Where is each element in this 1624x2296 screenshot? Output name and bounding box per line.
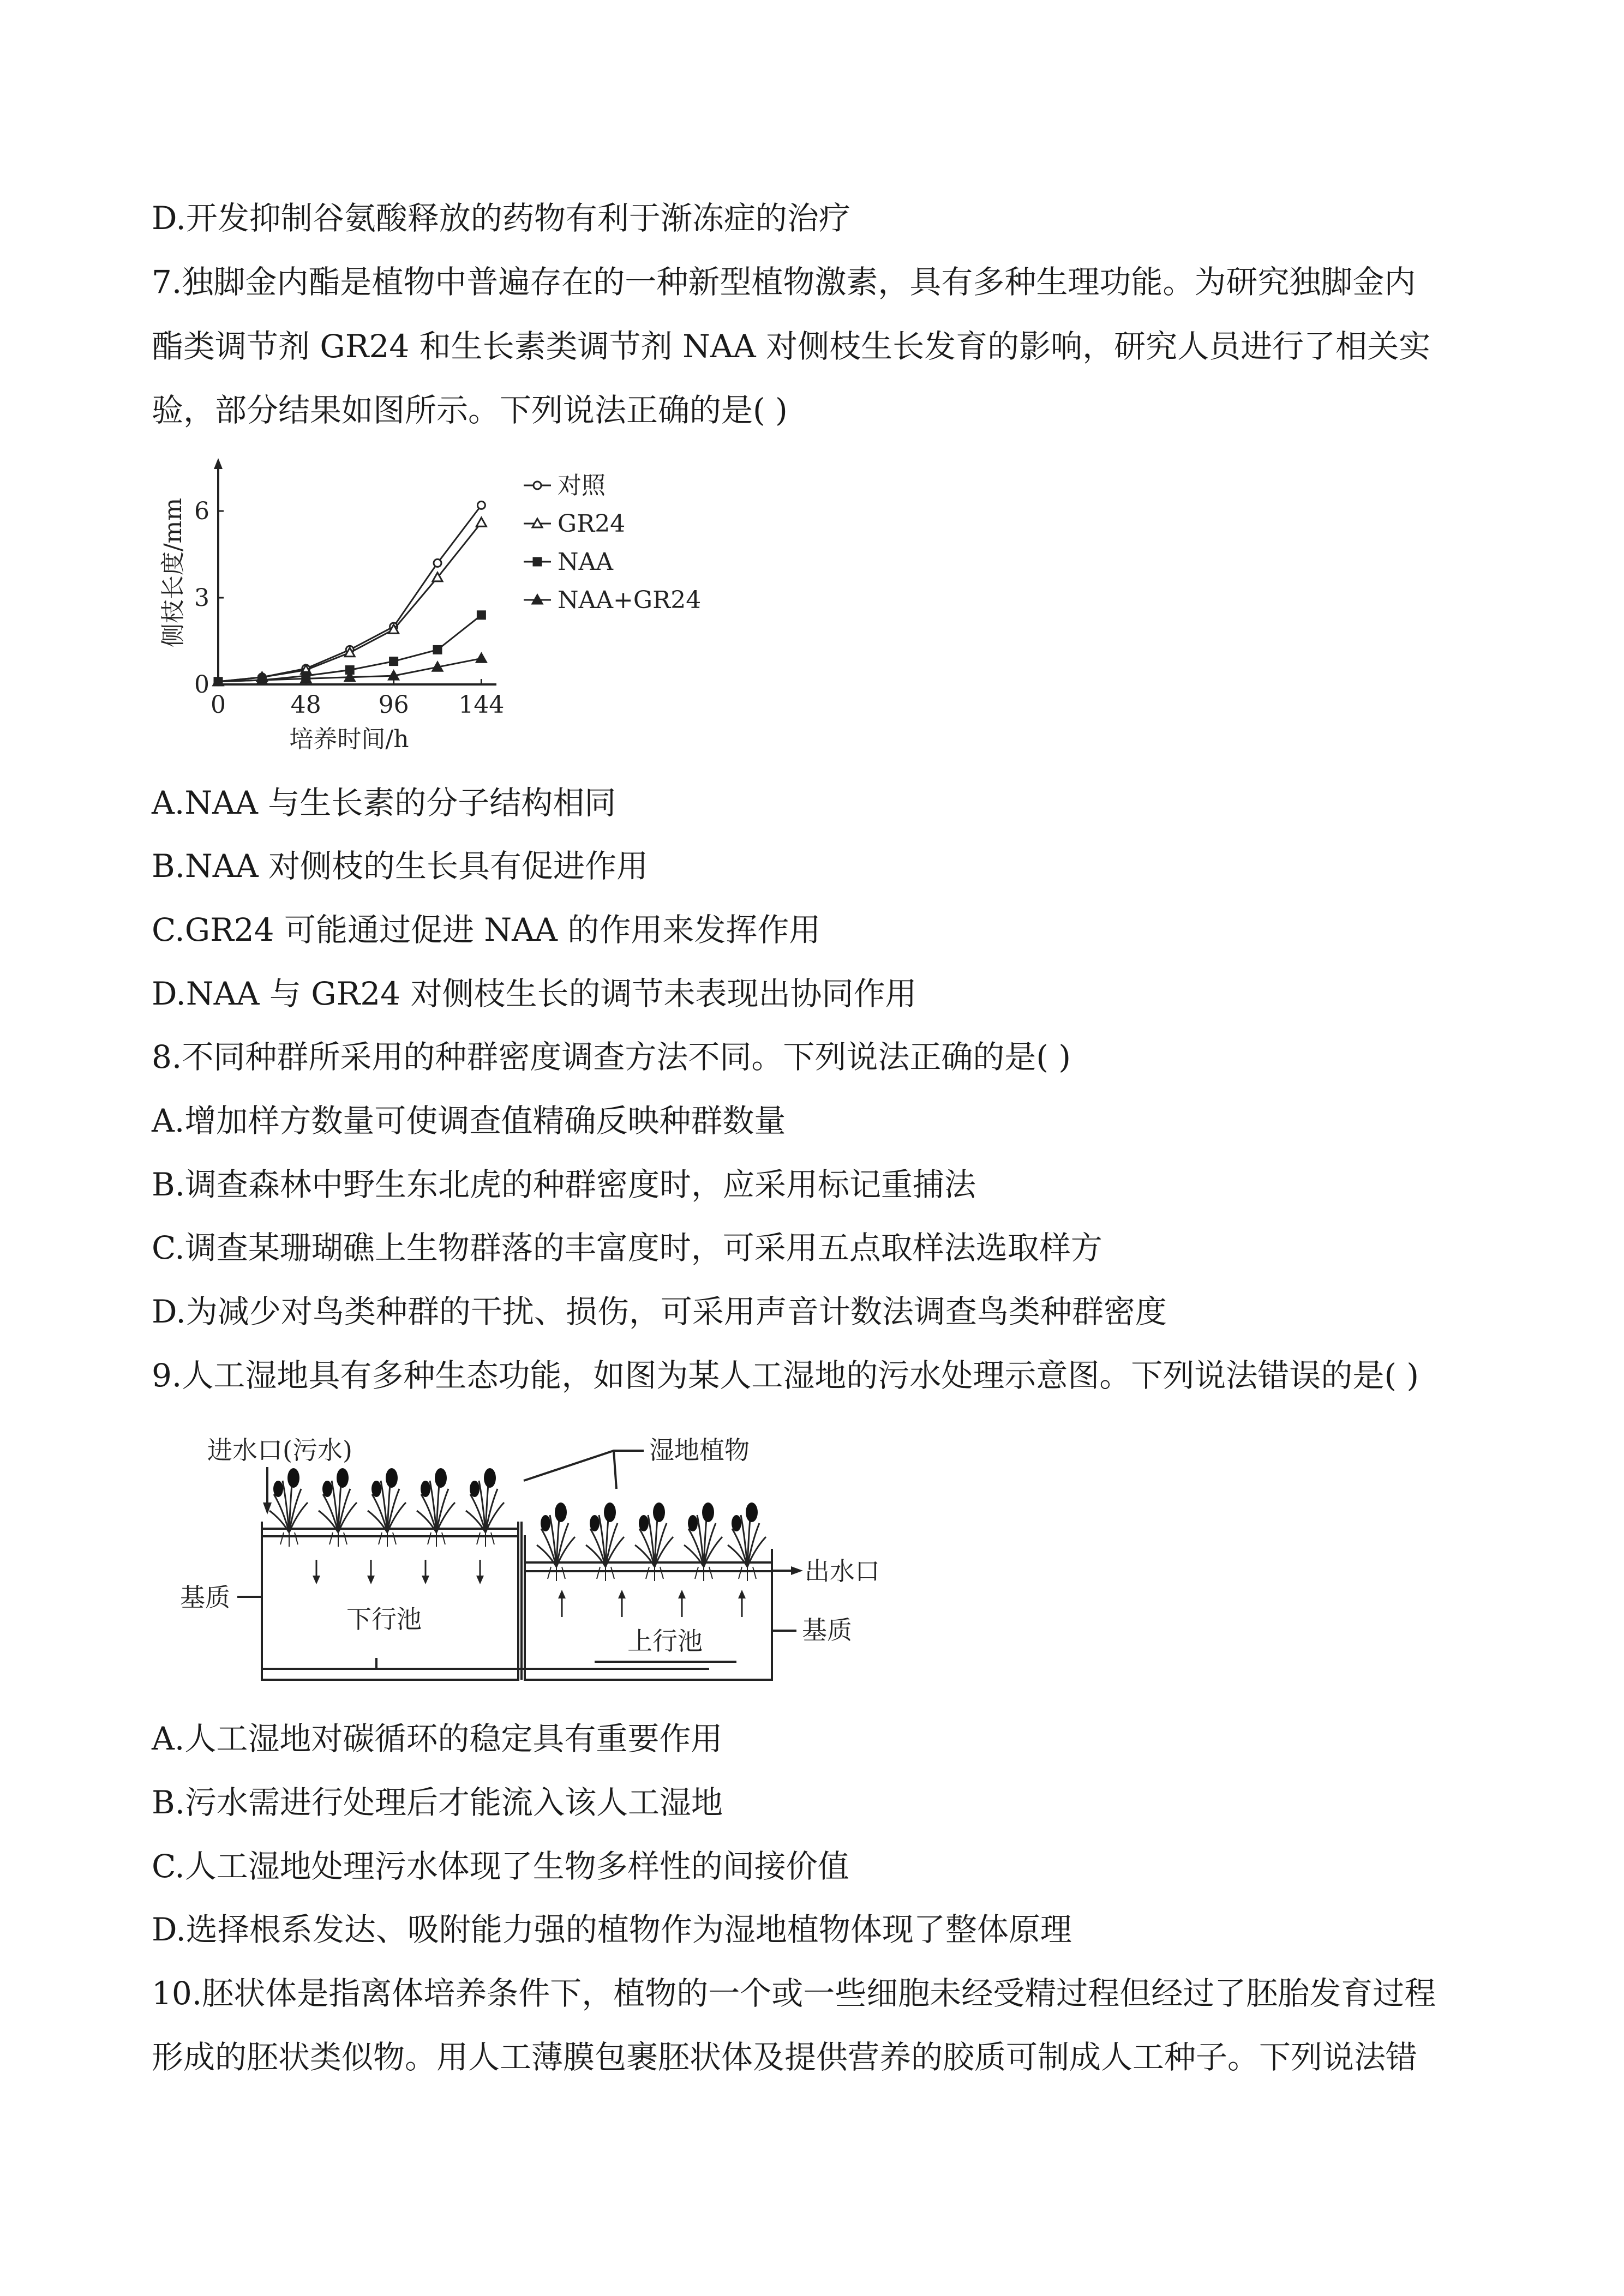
plants-label: 湿地植物 [649,1435,750,1465]
data-point [476,653,486,662]
q9-wetland-diagram [158,1421,927,1693]
q7-option-d: D.NAA 与 GR24 对侧枝生长的调节未表现出协同作用 [152,975,917,1012]
q9-option-d: D.选择根系发达、吸附能力强的植物作为湿地植物体现了整体原理 [152,1911,1072,1948]
plant-icon [586,1502,624,1581]
q7-stem-line-2: 酯类调节剂 GR24 和生长素类调节剂 NAA 对侧枝生长发育的影响，研究人员进行了相关实 [152,328,1431,365]
inlet-label: 进水口(污水) [207,1435,352,1465]
legend-entry [524,586,701,614]
flow-arrow-icon [367,1560,375,1584]
substrate-right-label: 基质 [802,1615,852,1645]
legend-entry [524,472,606,500]
plant-icon [728,1502,766,1581]
series-1 [214,501,485,685]
data-point [534,558,541,566]
flow-arrow-icon [476,1560,484,1584]
legend-label: NAA+GR24 [558,586,702,614]
plant-icon [417,1468,455,1547]
q8-stem: 8.不同种群所采用的种群密度调查方法不同。下列说法正确的是( ) [152,1038,1071,1075]
flow-arrow-icon [678,1590,686,1617]
x-tick-label: 96 [378,691,409,719]
data-point [477,611,485,619]
data-point [434,646,441,653]
q7-stem-line-1: 7.独脚金内酯是植物中普遍存在的一种新型植物激素，具有多种生理功能。为研究独脚金内 [152,263,1416,300]
plants-leader-2 [614,1451,616,1489]
q9-option-b: B.污水需进行处理后才能流入该人工湿地 [152,1784,723,1821]
legend-label: NAA [558,548,614,576]
series-2 [213,518,486,685]
plants-leader [524,1451,644,1481]
flow-arrow-icon [422,1560,429,1584]
data-point [534,482,541,489]
inlet-arrow-head [263,1502,272,1514]
substrate-left-label: 基质 [180,1583,230,1612]
q8-option-b: B.调查森林中野生东北虎的种群密度时，应采用标记重捕法 [152,1166,976,1203]
x-axis-label: 培养时间/h [289,725,409,753]
q10-stem-line-2: 形成的胚状类似物。用人工薄膜包裹胚状体及提供营养的胶质可制成人工种子。下列说法错 [152,2039,1418,2076]
outlet-label: 出水口 [805,1556,880,1586]
x-tick-label: 144 [458,691,505,719]
q9-stem: 9.人工湿地具有多种生态功能，如图为某人工湿地的污水处理示意图。下列说法错误的是( ) [152,1357,1419,1394]
data-point [477,501,485,509]
plant-icon [684,1502,722,1581]
q7-line-chart [147,453,747,769]
q7-option-c: C.GR24 可能通过促进 NAA 的作用来发挥作用 [152,911,821,948]
y-axis-label: 侧枝长度/mm [159,497,187,648]
data-point [434,559,441,567]
y-tick-label: 3 [194,584,209,612]
chart-series [213,501,486,685]
q7-stem-line-3: 验，部分结果如图所示。下列说法正确的是( ) [152,392,788,429]
q9-option-c: C.人工湿地处理污水体现了生物多样性的间接价值 [152,1848,849,1885]
y-axis-arrow [214,458,223,469]
plant-icon [466,1468,504,1547]
plant-icon [269,1468,308,1547]
flow-arrow-icon [738,1590,746,1617]
q9-option-a: A.人工湿地对碳循环的稳定具有重要作用 [152,1720,723,1757]
q8-option-d: D.为减少对鸟类种群的干扰、损伤，可采用声音计数法调查鸟类种群密度 [152,1293,1167,1330]
q10-stem-line-1: 10.胚状体是指离体培养条件下，植物的一个或一些细胞未经受精过程但经过了胚胎发育过程 [152,1975,1436,2012]
down-pool-label: 下行池 [346,1604,422,1634]
up-pool-label: 上行池 [627,1626,703,1656]
chart-ticks [194,497,504,719]
legend-label: 对照 [558,472,606,500]
legend-label: GR24 [558,510,626,538]
legend-entry [524,510,625,538]
data-point [390,658,398,665]
legend-entry [524,548,614,576]
outlet-arrow-head [791,1566,803,1575]
q8-option-a: A.增加样方数量可使调查值精确反映种群数量 [152,1102,786,1139]
plant-icon [635,1502,673,1581]
q6-option-d: D.开发抑制谷氨酸释放的药物有利于渐冻症的治疗 [152,200,850,237]
y-tick-label: 6 [194,497,209,525]
plant-icon [537,1502,575,1581]
flow-arrow-icon [558,1590,566,1617]
series-line [218,522,481,681]
plant-icon [368,1468,406,1547]
x-tick-label: 0 [211,691,226,719]
flow-arrow-icon [313,1560,320,1584]
down-pool-wall [262,1522,518,1680]
chart-legend [524,472,701,614]
y-tick-label: 0 [194,671,209,699]
flow-arrow-icon [618,1590,626,1617]
x-tick-label: 48 [290,691,321,719]
q7-option-b: B.NAA 对侧枝的生长具有促进作用 [152,848,649,885]
plant-icon [319,1468,357,1547]
q8-option-c: C.调查某珊瑚礁上生物群落的丰富度时，可采用五点取样法选取样方 [152,1229,1102,1266]
data-point [476,518,486,526]
q7-option-a: A.NAA 与生长素的分子结构相同 [152,784,616,821]
